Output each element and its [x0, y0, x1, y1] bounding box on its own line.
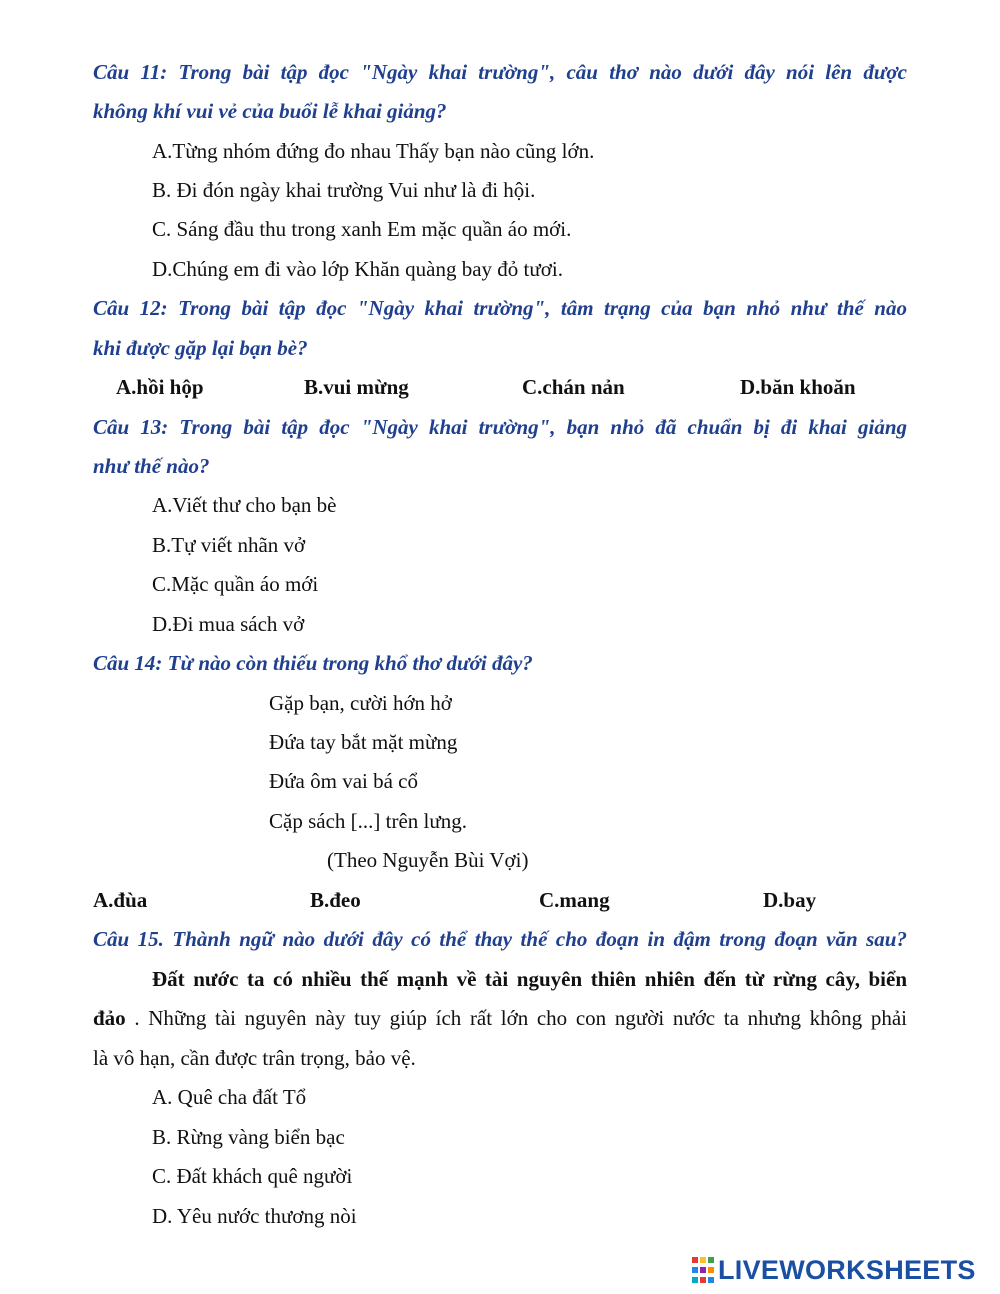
q13-option-c[interactable]: C.Mặc quần áo mới: [152, 572, 319, 596]
q11-option-b[interactable]: B. Đi đón ngày khai trường Vui như là đi hội.: [152, 178, 536, 202]
q15-paragraph-line-2: [93, 1003, 907, 1033]
poem-source: (Theo Nguyễn Bùi Vợi): [327, 848, 529, 872]
poem-line-2: Đứa tay bắt mặt mừng: [269, 730, 458, 754]
q13-option-b[interactable]: B.Tự viết nhãn vở: [152, 533, 306, 557]
q14-option-c[interactable]: C.mang: [539, 888, 610, 912]
q14-option-b[interactable]: B.đeo: [310, 888, 361, 912]
question-11-line-2: không khí vui vẻ của buổi lễ khai giảng?: [93, 99, 447, 123]
liveworksheets-brand[interactable]: [692, 1253, 976, 1287]
q12-option-c[interactable]: C.chán nản: [522, 375, 625, 399]
q15-paragraph-rest: . Những tài nguyên này tuy giúp ích rất lớn cho con người nước ta nhưng không phải: [125, 1006, 907, 1030]
q15-paragraph-bold-end: đảo: [93, 1006, 126, 1030]
question-12-line-1: Câu 12: Trong bài tập đọc "Ngày khai trường", tâm trạng của bạn nhỏ như thế nào: [93, 296, 907, 320]
question-14-line-1: Câu 14: Từ nào còn thiếu trong khổ thơ dưới đây?: [93, 651, 533, 675]
liveworksheets-brand-name: LIVEWORKSHEETS: [718, 1254, 976, 1285]
q12-option-b[interactable]: B.vui mừng: [304, 375, 409, 399]
q15-option-a[interactable]: A. Quê cha đất Tổ: [152, 1085, 307, 1109]
q11-option-c[interactable]: C. Sáng đầu thu trong xanh Em mặc quần áo mới.: [152, 217, 572, 241]
q11-option-a[interactable]: A.Từng nhóm đứng đo nhau Thấy bạn nào cũng lớn.: [152, 139, 595, 163]
question-15-line-1: Câu 15. Thành ngữ nào dưới đây có thể thay thế cho đoạn in đậm trong đoạn văn sau?: [93, 927, 907, 951]
q12-option-a[interactable]: A.hồi hộp: [116, 375, 204, 399]
q15-paragraph-line-3: là vô hạn, cần được trân trọng, bảo vệ.: [93, 1046, 416, 1070]
liveworksheets-logo-icon: [692, 1257, 714, 1283]
q13-option-d[interactable]: D.Đi mua sách vở: [152, 612, 305, 636]
q15-option-b[interactable]: B. Rừng vàng biển bạc: [152, 1125, 345, 1149]
q11-option-d[interactable]: D.Chúng em đi vào lớp Khăn quàng bay đỏ tươi.: [152, 257, 563, 281]
question-13-line-2: như thế nào?: [93, 454, 210, 478]
q14-option-d[interactable]: D.bay: [763, 888, 817, 912]
poem-line-3: Đứa ôm vai bá cổ: [269, 769, 418, 793]
poem-line-4: Cặp sách [...] trên lưng.: [269, 809, 467, 833]
question-13-line-1: Câu 13: Trong bài tập đọc "Ngày khai trường", bạn nhỏ đã chuẩn bị đi khai giảng: [93, 415, 907, 439]
q14-option-a[interactable]: A.đùa: [93, 888, 148, 912]
q13-option-a[interactable]: A.Viết thư cho bạn bè: [152, 493, 337, 517]
q15-option-d[interactable]: D. Yêu nước thương nòi: [152, 1204, 357, 1228]
poem-line-1: Gặp bạn, cười hớn hở: [269, 691, 452, 715]
question-12-line-2: khi được gặp lại bạn bè?: [93, 336, 308, 360]
q15-paragraph-bold-line-1: Đất nước ta có nhiều thế mạnh về tài nguyên thiên nhiên đến từ rừng cây, biển: [152, 967, 907, 991]
q12-option-d[interactable]: D.băn khoăn: [740, 375, 856, 399]
question-11-line-1: Câu 11: Trong bài tập đọc "Ngày khai trường", câu thơ nào dưới đây nói lên được: [93, 60, 907, 84]
q15-option-c[interactable]: C. Đất khách quê người: [152, 1164, 353, 1188]
